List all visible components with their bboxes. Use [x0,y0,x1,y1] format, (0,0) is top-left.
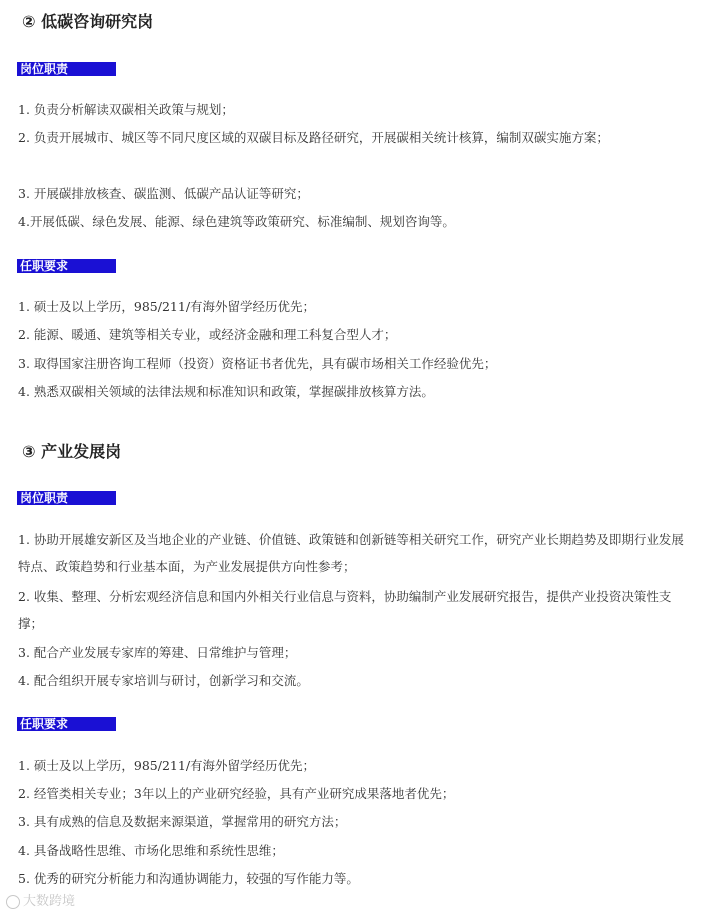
requirement-item: 1. 硕士及以上学历，985/211/有海外留学经历优先； [18,299,316,314]
requirements-label: 任职要求 [17,259,116,273]
duty-item: 2. 收集、整理、分析宏观经济信息和国内外相关行业信息与资料，协助编制产业发展研究报告，提供产业投资决策性支撑； [18,589,672,631]
duty-item: 4.开展低碳、绿色发展、能源、绿色建筑等政策研究、标准编制、规划咨询等。 [18,214,455,229]
watermark-logo-icon [6,895,20,909]
section-heading-industry: ③ 产业发展岗 [22,442,122,461]
duty-item: 1. 协助开展雄安新区及当地企业的产业链、价值链、政策链和创新链等相关研究工作，研究产业长期趋势及即期行业发展特点、政策趋势和行业基本面，为产业发展提供方向性参考； [18,532,684,574]
duty-item: 1. 负责分析解读双碳相关政策与规划； [18,102,234,117]
duty-item: 3. 开展碳排放核查、碳监测、低碳产品认证等研究； [18,186,309,201]
duty-item: 3. 配合产业发展专家库的筹建、日常维护与管理； [18,645,297,660]
duty-item: 4. 配合组织开展专家培训与研讨，创新学习和交流。 [18,673,309,688]
duties-label: 岗位职责 [17,62,116,76]
requirement-item: 4. 具备战略性思维、市场化思维和系统性思维； [18,843,284,858]
watermark [6,890,75,909]
requirement-item: 1. 硕士及以上学历，985/211/有海外留学经历优先； [18,758,316,773]
requirements-label: 任职要求 [17,717,116,731]
requirement-item: 5. 优秀的研究分析能力和沟通协调能力，较强的写作能力等。 [18,871,359,886]
requirement-item: 4. 熟悉双碳相关领域的法律法规和标准知识和政策，掌握碳排放核算方法。 [18,384,434,399]
duties-label: 岗位职责 [17,491,116,505]
duty-item: 2. 负责开展城市、城区等不同尺度区域的双碳目标及路径研究，开展碳相关统计核算，编制双碳实施方案； [18,130,609,145]
requirement-item: 3. 取得国家注册咨询工程师（投资）资格证书者优先，具有碳市场相关工作经验优先； [18,356,497,371]
section-heading-low-carbon: ② 低碳咨询研究岗 [22,12,154,31]
requirement-item: 2. 经管类相关专业；3年以上的产业研究经验，具有产业研究成果落地者优先； [18,786,455,801]
requirement-item: 3. 具有成熟的信息及数据来源渠道，掌握常用的研究方法； [18,814,347,829]
requirement-item: 2. 能源、暖通、建筑等相关专业，或经济金融和理工科复合型人才； [18,327,397,342]
watermark-text: 大数跨境 [23,894,76,909]
